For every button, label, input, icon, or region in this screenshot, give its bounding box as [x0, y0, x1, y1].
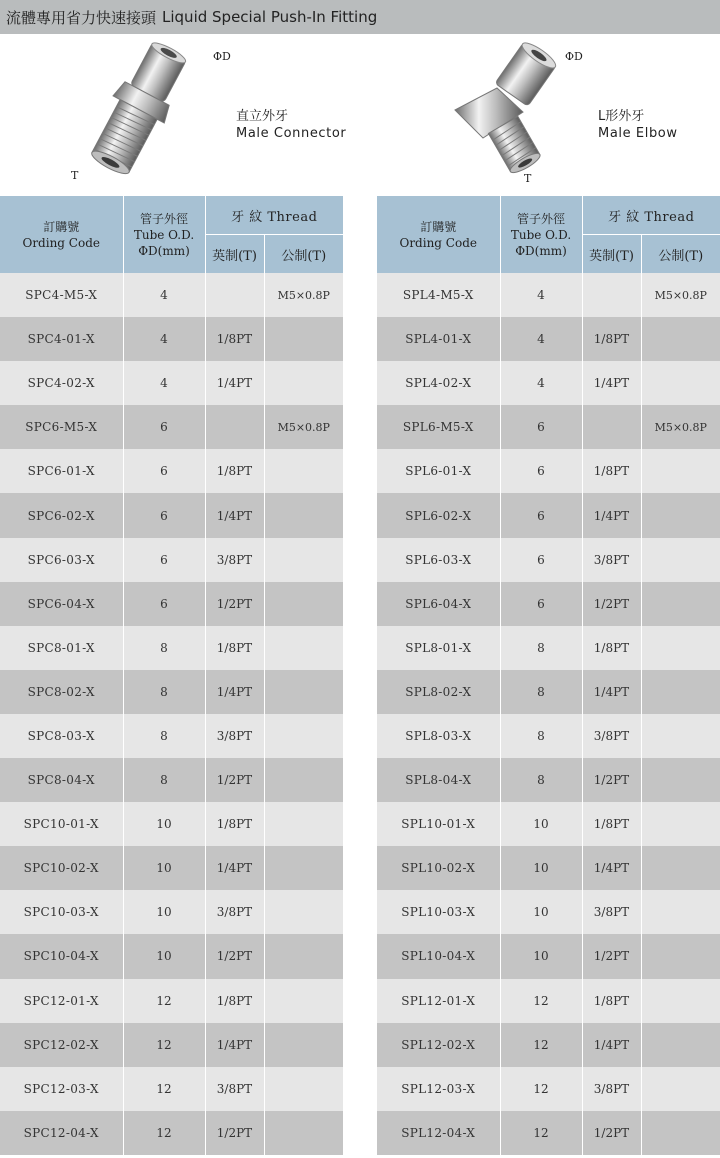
- table-row: [377, 1111, 720, 1155]
- imperial-thread-cell: 1/2PT: [205, 582, 264, 626]
- imperial-thread-cell: 1/4PT: [205, 493, 264, 537]
- ording-code-cell: SPC6-M5-X: [0, 405, 123, 449]
- metric-thread-cell: [264, 670, 343, 714]
- imperial-thread-cell: 3/8PT: [205, 714, 264, 758]
- imperial-thread-cell: 1/2PT: [582, 582, 641, 626]
- imperial-thread-cell: [582, 273, 641, 317]
- table-row: [0, 361, 343, 405]
- ording-code-cell: SPL4-02-X: [377, 361, 500, 405]
- table-row: [0, 979, 343, 1023]
- ording-code-cell: SPC8-03-X: [0, 714, 123, 758]
- imperial-thread-cell: 1/8PT: [205, 317, 264, 361]
- metric-thread-cell: [264, 626, 343, 670]
- metric-thread-cell: [264, 361, 343, 405]
- table-row: [377, 670, 720, 714]
- male-elbow-label: [598, 108, 678, 142]
- ording-code-cell: SPL12-04-X: [377, 1111, 500, 1155]
- ording-code-cell: SPC6-04-X: [0, 582, 123, 626]
- imperial-thread-cell: 3/8PT: [582, 538, 641, 582]
- tube-od-cell: 10: [123, 934, 205, 978]
- imperial-thread-cell: 1/2PT: [582, 934, 641, 978]
- imperial-thread-cell: 1/8PT: [205, 802, 264, 846]
- ording-code-cell: SPL8-02-X: [377, 670, 500, 714]
- header-tube-en: Tube O.D.: [133, 227, 195, 242]
- ording-code-cell: SPC8-04-X: [0, 758, 123, 802]
- male-elbow-label-en: Male Elbow: [598, 126, 678, 141]
- header-code-en: Ording Code: [22, 235, 100, 250]
- ording-code-cell: SPL4-01-X: [377, 317, 500, 361]
- metric-thread-cell: [264, 538, 343, 582]
- metric-thread-cell: M5×0.8P: [641, 405, 720, 449]
- metric-thread-cell: [641, 1067, 720, 1111]
- ording-code-cell: SPC8-02-X: [0, 670, 123, 714]
- table-row: [0, 405, 343, 449]
- product-male-elbow: [360, 34, 720, 194]
- imperial-thread-cell: 3/8PT: [205, 538, 264, 582]
- tube-od-cell: 6: [500, 405, 582, 449]
- imperial-thread-cell: 1/4PT: [582, 1023, 641, 1067]
- imperial-thread-cell: 1/8PT: [205, 979, 264, 1023]
- table-row: [377, 538, 720, 582]
- imperial-thread-cell: 1/8PT: [582, 979, 641, 1023]
- metric-thread-cell: [264, 758, 343, 802]
- metric-thread-cell: [641, 1023, 720, 1067]
- imperial-thread-cell: 1/2PT: [205, 758, 264, 802]
- ording-code-cell: SPC12-03-X: [0, 1067, 123, 1111]
- header-tube-od: [123, 196, 205, 273]
- page-title-en: Liquid Special Push-In Fitting: [162, 8, 378, 26]
- table-row: [377, 582, 720, 626]
- product-male-connector: [0, 34, 360, 194]
- imperial-thread-cell: 1/4PT: [205, 361, 264, 405]
- table-row: [377, 1023, 720, 1067]
- ording-code-cell: SPC10-01-X: [0, 802, 123, 846]
- tube-od-cell: 8: [123, 714, 205, 758]
- table-row: [0, 493, 343, 537]
- tube-od-cell: 10: [123, 802, 205, 846]
- imperial-thread-cell: 1/4PT: [582, 493, 641, 537]
- tube-od-cell: 8: [500, 626, 582, 670]
- tube-od-cell: 10: [500, 846, 582, 890]
- ording-code-cell: SPL10-02-X: [377, 846, 500, 890]
- table-row: [377, 361, 720, 405]
- tube-od-cell: 4: [123, 361, 205, 405]
- table-row: [0, 273, 343, 317]
- imperial-thread-cell: 1/8PT: [582, 449, 641, 493]
- imperial-thread-cell: 1/8PT: [582, 802, 641, 846]
- tube-od-cell: 12: [123, 1067, 205, 1111]
- tube-od-cell: 6: [123, 538, 205, 582]
- imperial-thread-cell: 1/8PT: [205, 626, 264, 670]
- metric-thread-cell: [641, 317, 720, 361]
- tube-od-cell: 12: [500, 1067, 582, 1111]
- ording-code-cell: SPL6-03-X: [377, 538, 500, 582]
- tube-od-cell: 12: [500, 1111, 582, 1155]
- ording-code-cell: SPL8-01-X: [377, 626, 500, 670]
- tube-od-cell: 10: [123, 890, 205, 934]
- tube-od-cell: 6: [123, 582, 205, 626]
- metric-thread-cell: [641, 802, 720, 846]
- metric-thread-cell: [641, 846, 720, 890]
- imperial-thread-cell: 1/8PT: [582, 317, 641, 361]
- ording-code-cell: SPC10-02-X: [0, 846, 123, 890]
- table-row: [0, 846, 343, 890]
- metric-thread-cell: [641, 538, 720, 582]
- metric-thread-cell: [641, 1111, 720, 1155]
- metric-thread-cell: [264, 979, 343, 1023]
- imperial-thread-cell: 1/4PT: [205, 846, 264, 890]
- dim-t-label: T: [71, 169, 79, 182]
- header-code-en: Ording Code: [399, 235, 477, 250]
- tube-od-cell: 6: [123, 449, 205, 493]
- ording-code-cell: SPL6-04-X: [377, 582, 500, 626]
- tube-od-cell: 10: [500, 934, 582, 978]
- metric-thread-cell: [641, 361, 720, 405]
- tube-od-cell: 8: [500, 714, 582, 758]
- metric-thread-cell: [641, 714, 720, 758]
- spec-table-male-elbow: [377, 196, 720, 1155]
- imperial-thread-cell: 1/4PT: [582, 670, 641, 714]
- ording-code-cell: SPC12-01-X: [0, 979, 123, 1023]
- tube-od-cell: 6: [123, 493, 205, 537]
- table-row: [0, 582, 343, 626]
- ording-code-cell: SPL4-M5-X: [377, 273, 500, 317]
- tube-od-cell: 8: [500, 758, 582, 802]
- header-tube-unit: ΦD(mm): [515, 243, 567, 258]
- tube-od-cell: 4: [500, 317, 582, 361]
- table-row: [0, 758, 343, 802]
- metric-thread-cell: [641, 626, 720, 670]
- ording-code-cell: SPC8-01-X: [0, 626, 123, 670]
- male-connector-label-zh: 直立外牙: [236, 109, 289, 124]
- tube-od-cell: 10: [123, 846, 205, 890]
- table-row: [377, 493, 720, 537]
- tube-od-cell: 8: [123, 670, 205, 714]
- tube-od-cell: 6: [500, 493, 582, 537]
- dim-d-label: ΦD: [565, 50, 583, 63]
- header-tube-od: [500, 196, 582, 273]
- metric-thread-cell: [641, 934, 720, 978]
- tube-od-cell: 6: [123, 405, 205, 449]
- ording-code-cell: SPL12-01-X: [377, 979, 500, 1023]
- table-row: [0, 317, 343, 361]
- ording-code-cell: SPL10-01-X: [377, 802, 500, 846]
- table-row: [0, 626, 343, 670]
- spec-table-male-connector: [0, 196, 343, 1155]
- header-imperial: 英制(T): [205, 235, 264, 274]
- table-row: [0, 538, 343, 582]
- metric-thread-cell: [264, 1067, 343, 1111]
- tube-od-cell: 4: [123, 317, 205, 361]
- table-row: [377, 890, 720, 934]
- imperial-thread-cell: [205, 273, 264, 317]
- header-ording-code: [377, 196, 500, 273]
- page-title-bar: [0, 0, 720, 34]
- male-elbow-label-zh: L形外牙: [598, 109, 645, 124]
- header-tube-zh: 管子外徑: [516, 211, 565, 226]
- tube-od-cell: 8: [123, 626, 205, 670]
- metric-thread-cell: [264, 846, 343, 890]
- metric-thread-cell: [641, 979, 720, 1023]
- table-row: [0, 1023, 343, 1067]
- imperial-thread-cell: [582, 405, 641, 449]
- table-row: [377, 405, 720, 449]
- metric-thread-cell: [264, 317, 343, 361]
- table-row: [377, 317, 720, 361]
- ording-code-cell: SPC6-03-X: [0, 538, 123, 582]
- imperial-thread-cell: 1/2PT: [205, 934, 264, 978]
- table-row: [377, 758, 720, 802]
- imperial-thread-cell: [205, 405, 264, 449]
- metric-thread-cell: M5×0.8P: [264, 405, 343, 449]
- ording-code-cell: SPL8-03-X: [377, 714, 500, 758]
- tube-od-cell: 12: [500, 1023, 582, 1067]
- header-metric: 公制(T): [641, 235, 720, 274]
- tube-od-cell: 10: [500, 802, 582, 846]
- header-tube-en: Tube O.D.: [510, 227, 572, 242]
- metric-thread-cell: [264, 493, 343, 537]
- table-row: [0, 802, 343, 846]
- ording-code-cell: SPL8-04-X: [377, 758, 500, 802]
- ording-code-cell: SPL6-02-X: [377, 493, 500, 537]
- imperial-thread-cell: 1/8PT: [205, 449, 264, 493]
- metric-thread-cell: M5×0.8P: [641, 273, 720, 317]
- table-row: [377, 626, 720, 670]
- tube-od-cell: 12: [123, 979, 205, 1023]
- metric-thread-cell: [264, 1111, 343, 1155]
- ording-code-cell: SPC6-01-X: [0, 449, 123, 493]
- ording-code-cell: SPC10-03-X: [0, 890, 123, 934]
- imperial-thread-cell: 1/4PT: [205, 1023, 264, 1067]
- tube-od-cell: 8: [123, 758, 205, 802]
- metric-thread-cell: [264, 582, 343, 626]
- male-connector-label-en: Male Connector: [236, 126, 347, 141]
- table-row: [0, 1067, 343, 1111]
- imperial-thread-cell: 1/2PT: [582, 1111, 641, 1155]
- table-row: [0, 1111, 343, 1155]
- tube-od-cell: 6: [500, 582, 582, 626]
- imperial-thread-cell: 1/4PT: [582, 361, 641, 405]
- tube-od-cell: 12: [123, 1023, 205, 1067]
- table-row: [0, 670, 343, 714]
- tube-od-cell: 4: [123, 273, 205, 317]
- table-row: [377, 1067, 720, 1111]
- header-imperial: 英制(T): [582, 235, 641, 274]
- imperial-thread-cell: 1/2PT: [205, 1111, 264, 1155]
- table-row: [377, 934, 720, 978]
- table-row: [0, 890, 343, 934]
- metric-thread-cell: [641, 582, 720, 626]
- tube-od-cell: 4: [500, 273, 582, 317]
- metric-thread-cell: [264, 449, 343, 493]
- metric-thread-cell: [264, 890, 343, 934]
- ording-code-cell: SPC6-02-X: [0, 493, 123, 537]
- ording-code-cell: SPC4-01-X: [0, 317, 123, 361]
- metric-thread-cell: [264, 802, 343, 846]
- header-thread: 牙 紋 Thread: [205, 196, 343, 235]
- ording-code-cell: SPC10-04-X: [0, 934, 123, 978]
- ording-code-cell: SPC12-02-X: [0, 1023, 123, 1067]
- header-code-zh: 訂購號: [43, 219, 80, 234]
- table-row: [377, 714, 720, 758]
- tube-od-cell: 12: [123, 1111, 205, 1155]
- metric-thread-cell: [264, 1023, 343, 1067]
- header-tube-unit: ΦD(mm): [138, 243, 190, 258]
- tube-od-cell: 12: [500, 979, 582, 1023]
- imperial-thread-cell: 3/8PT: [205, 890, 264, 934]
- metric-thread-cell: [264, 934, 343, 978]
- header-metric: 公制(T): [264, 235, 343, 274]
- ording-code-cell: SPL12-03-X: [377, 1067, 500, 1111]
- ording-code-cell: SPC4-M5-X: [0, 273, 123, 317]
- ording-code-cell: SPL10-04-X: [377, 934, 500, 978]
- header-thread: 牙 紋 Thread: [582, 196, 720, 235]
- metric-thread-cell: [641, 493, 720, 537]
- table-row: [0, 714, 343, 758]
- tube-od-cell: 8: [500, 670, 582, 714]
- imperial-thread-cell: 3/8PT: [582, 890, 641, 934]
- ording-code-cell: SPL12-02-X: [377, 1023, 500, 1067]
- table-row: [0, 934, 343, 978]
- page-title-zh: 流體專用省力快速接頭: [6, 8, 157, 27]
- imperial-thread-cell: 3/8PT: [205, 1067, 264, 1111]
- tube-od-cell: 10: [500, 890, 582, 934]
- imperial-thread-cell: 1/4PT: [205, 670, 264, 714]
- metric-thread-cell: M5×0.8P: [264, 273, 343, 317]
- imperial-thread-cell: 1/2PT: [582, 758, 641, 802]
- imperial-thread-cell: 3/8PT: [582, 1067, 641, 1111]
- ording-code-cell: SPC4-02-X: [0, 361, 123, 405]
- table-row: [377, 802, 720, 846]
- metric-thread-cell: [264, 714, 343, 758]
- ording-code-cell: SPL6-M5-X: [377, 405, 500, 449]
- tube-od-cell: 6: [500, 449, 582, 493]
- imperial-thread-cell: 1/8PT: [582, 626, 641, 670]
- metric-thread-cell: [641, 758, 720, 802]
- dim-d-label: ΦD: [213, 50, 231, 63]
- imperial-thread-cell: 3/8PT: [582, 714, 641, 758]
- male-elbow-photo: [435, 40, 585, 180]
- table-row: [0, 449, 343, 493]
- dim-t-label: T: [524, 172, 532, 185]
- table-row: [377, 273, 720, 317]
- table-row: [377, 449, 720, 493]
- male-connector-label: [236, 108, 346, 142]
- tube-od-cell: 6: [500, 538, 582, 582]
- header-tube-zh: 管子外徑: [139, 211, 188, 226]
- metric-thread-cell: [641, 670, 720, 714]
- male-connector-photo: [60, 42, 210, 182]
- header-ording-code: [0, 196, 123, 273]
- ording-code-cell: SPL10-03-X: [377, 890, 500, 934]
- header-code-zh: 訂購號: [420, 219, 457, 234]
- table-row: [377, 846, 720, 890]
- metric-thread-cell: [641, 890, 720, 934]
- metric-thread-cell: [641, 449, 720, 493]
- tube-od-cell: 4: [500, 361, 582, 405]
- ording-code-cell: SPC12-04-X: [0, 1111, 123, 1155]
- table-row: [377, 979, 720, 1023]
- imperial-thread-cell: 1/4PT: [582, 846, 641, 890]
- ording-code-cell: SPL6-01-X: [377, 449, 500, 493]
